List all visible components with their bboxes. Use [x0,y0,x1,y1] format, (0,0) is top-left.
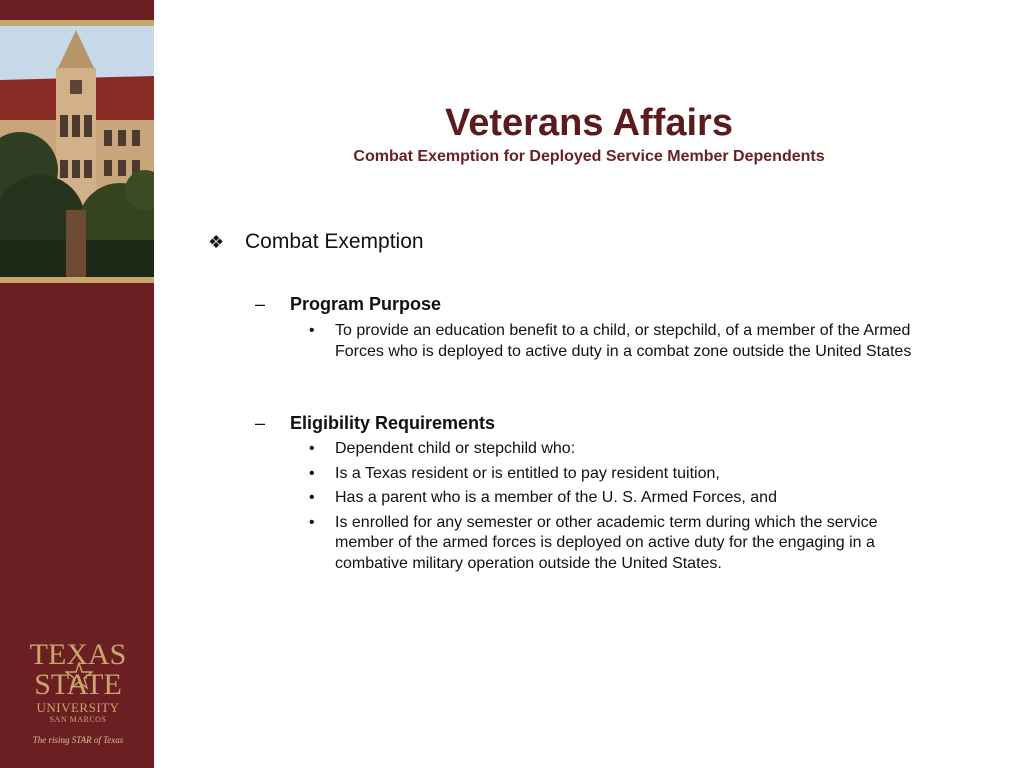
slide-subtitle: Combat Exemption for Deployed Service Member Dependents [353,148,825,165]
logo-line-university: UNIVERSITY [36,700,120,715]
list-item: • To provide an education benefit to a child, or stepchild, of a member of the Armed Forces who is deployed to active duty in a combat zone outside the United States [309,321,919,362]
slide-title: Veterans Affairs [445,102,733,144]
diamond-bullet-icon: ❖ [208,232,225,252]
section-heading-eligibility [255,412,495,434]
list-item: • Is a Texas resident or is entitled to pay resident tuition, [309,464,919,485]
texas-state-logo [22,640,134,747]
eligibility-list [309,439,919,578]
logo-line-state: STATE [34,668,122,701]
level1-text: Combat Exemption [245,230,424,253]
program-purpose-list [309,321,919,366]
section-heading-program-purpose [255,293,441,315]
list-item: • Is enrolled for any semester or other academic term during which the service member of the armed forces is deployed on active duty for the engaging in a combative military operation outside the United States. [309,513,919,575]
dash-bullet: – [255,413,266,433]
campus-photo [0,20,154,283]
section-heading-text: Program Purpose [290,294,442,314]
logo-tagline: The rising STAR of Texas [32,735,124,745]
dash-bullet: – [255,294,266,314]
level1-item [208,229,424,255]
section-heading-text: Eligibility Requirements [290,413,496,433]
list-item: • Dependent child or stepchild who: [309,439,919,460]
logo-line-san-marcos: SAN MARCOS [49,715,107,724]
sidebar [0,0,154,768]
star-icon [65,662,93,690]
list-item: • Has a parent who is a member of the U. S. Armed Forces, and [309,488,919,509]
logo-line-texas: TEXAS [29,638,127,671]
